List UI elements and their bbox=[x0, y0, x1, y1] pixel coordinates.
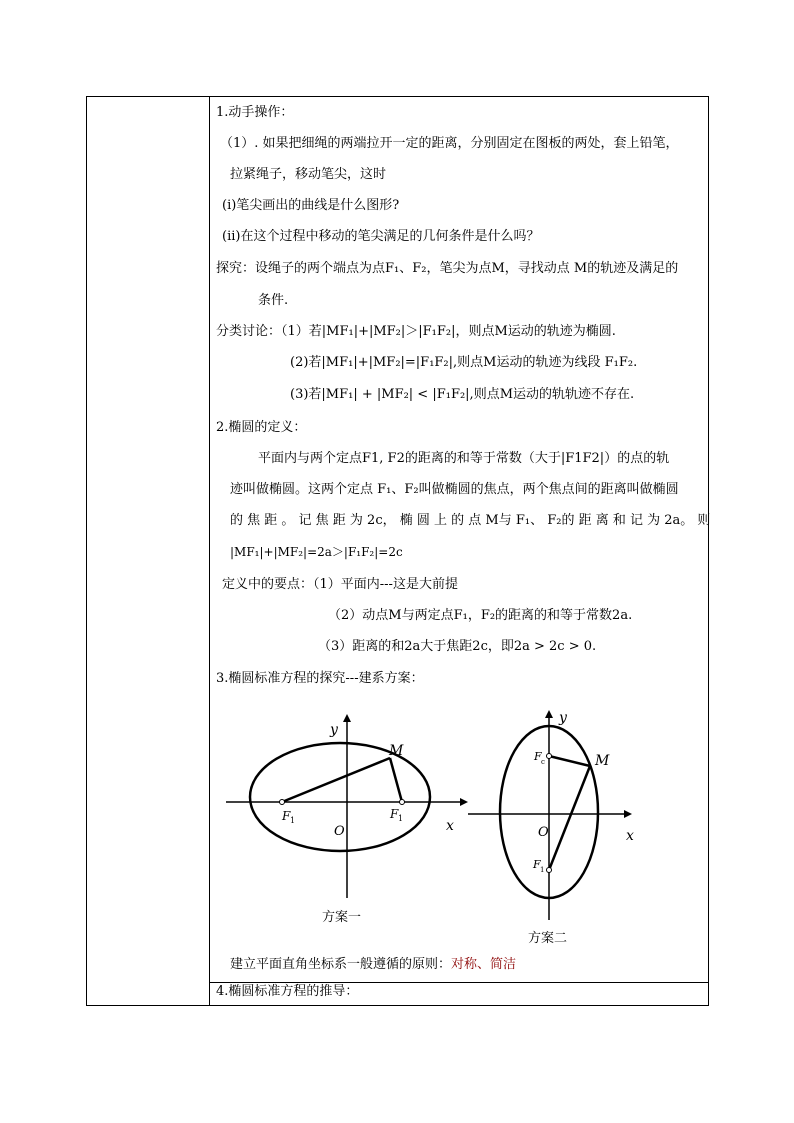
label-f1-sub: 1 bbox=[540, 866, 545, 874]
label-fc: F bbox=[534, 750, 542, 763]
label-x: x bbox=[626, 828, 634, 844]
label-origin: O bbox=[538, 825, 549, 840]
definition-line1: 平面内与两个定点F1, F2的距离的和等于常数（大于|F1F2|）的点的轨 bbox=[258, 451, 670, 466]
definition-line2: 迹叫做椭圆。这两个定点 F₁、F₂叫做椭圆的焦点，两个焦点间的距离叫做椭圆 bbox=[230, 482, 679, 497]
definition-line4: |MF₁|+|MF₂|=2a＞|F₁F₂|=2c bbox=[230, 545, 403, 559]
x-arrow bbox=[624, 810, 632, 818]
section1-heading: 1.动手操作： bbox=[216, 105, 294, 120]
case-3: (3)若|MF₁| + |MF₂| < |F₁F₂|,则点M运动的轨轨迹不存在. bbox=[290, 387, 635, 402]
section2-heading: 2.椭圆的定义： bbox=[216, 420, 307, 435]
focus-f1 bbox=[547, 868, 552, 873]
label-f1-sub: 1 bbox=[290, 816, 296, 825]
left-column bbox=[87, 97, 210, 1005]
label-m: M bbox=[595, 753, 610, 769]
figure-scheme-two bbox=[462, 702, 642, 924]
label-y: y bbox=[559, 710, 567, 726]
principle-line bbox=[230, 957, 516, 973]
figure-scheme-one bbox=[222, 700, 472, 900]
label-f1: F bbox=[533, 858, 541, 871]
segment-mf2 bbox=[390, 758, 402, 802]
question-2: (ii)在这个过程中移动的笔尖满足的几何条件是什么吗？ bbox=[222, 229, 540, 244]
principle-highlight: 对称、简洁 bbox=[451, 957, 517, 972]
label-fc-sub: c bbox=[541, 758, 545, 766]
key-points-line2: （2）动点M与两定点F₁，F₂的距离的和等于常数2a. bbox=[328, 608, 633, 623]
principle-prefix: 建立平面直角坐标系一般遵循的原则： bbox=[230, 957, 452, 972]
key-points-line1: 定义中的要点：（1）平面内---这是大前提 bbox=[222, 577, 458, 592]
row-divider bbox=[210, 982, 708, 983]
section4-heading: 4.椭圆标准方程的推导： bbox=[216, 984, 359, 999]
caption-scheme-two: 方案二 bbox=[528, 931, 568, 946]
focus-f2 bbox=[400, 800, 405, 805]
focus-fc bbox=[547, 754, 552, 759]
focus-f1 bbox=[280, 800, 285, 805]
segment-mfc bbox=[549, 756, 590, 766]
question-1: (i)笔尖画出的曲线是什么图形? bbox=[222, 198, 400, 213]
label-x: x bbox=[446, 818, 454, 834]
label-f1: F bbox=[282, 809, 291, 823]
case-1: 分类讨论：（1）若|MF₁|+|MF₂|＞|F₁F₂|，则点M运动的轨迹为椭圆. bbox=[216, 324, 616, 339]
item1-line2: 拉紧绳子，移动笔尖，这时 bbox=[230, 167, 387, 182]
label-f2-sub: 1 bbox=[398, 814, 404, 823]
case-2: (2)若|MF₁|+|MF₂|=|F₁F₂|,则点M运动的轨迹为线段 F₁F₂. bbox=[290, 355, 638, 370]
definition-line3: 的 焦 距 。 记 焦 距 为 2c， 椭 圆 上 的 点 M与 F₁、 F₂的 距 离 和 记 为 2a。 则 bbox=[230, 513, 711, 528]
caption-scheme-one: 方案一 bbox=[322, 910, 362, 925]
y-arrow bbox=[343, 714, 351, 722]
section3-heading: 3.椭圆标准方程的探究---建系方案： bbox=[216, 671, 424, 686]
label-y: y bbox=[330, 722, 338, 738]
item1-line1: （1）. 如果把细绳的两端拉开一定的距离，分别固定在图板的两处，套上铅笔， bbox=[220, 136, 679, 151]
label-m: M bbox=[389, 743, 404, 759]
segment-mf1 bbox=[282, 758, 390, 802]
explore-line2: 条件. bbox=[258, 293, 289, 308]
explore-line1: 探究：设绳子的两个端点为点F₁、F₂，笔尖为点M，寻找动点 M的轨迹及满足的 bbox=[216, 261, 679, 276]
key-points-line3: （3）距离的和2a大于焦距2c，即2a > 2c > 0. bbox=[318, 639, 597, 654]
y-arrow bbox=[545, 710, 553, 718]
label-origin: O bbox=[334, 824, 345, 839]
label-f2: F bbox=[390, 807, 399, 821]
segment-mf1 bbox=[549, 766, 590, 870]
